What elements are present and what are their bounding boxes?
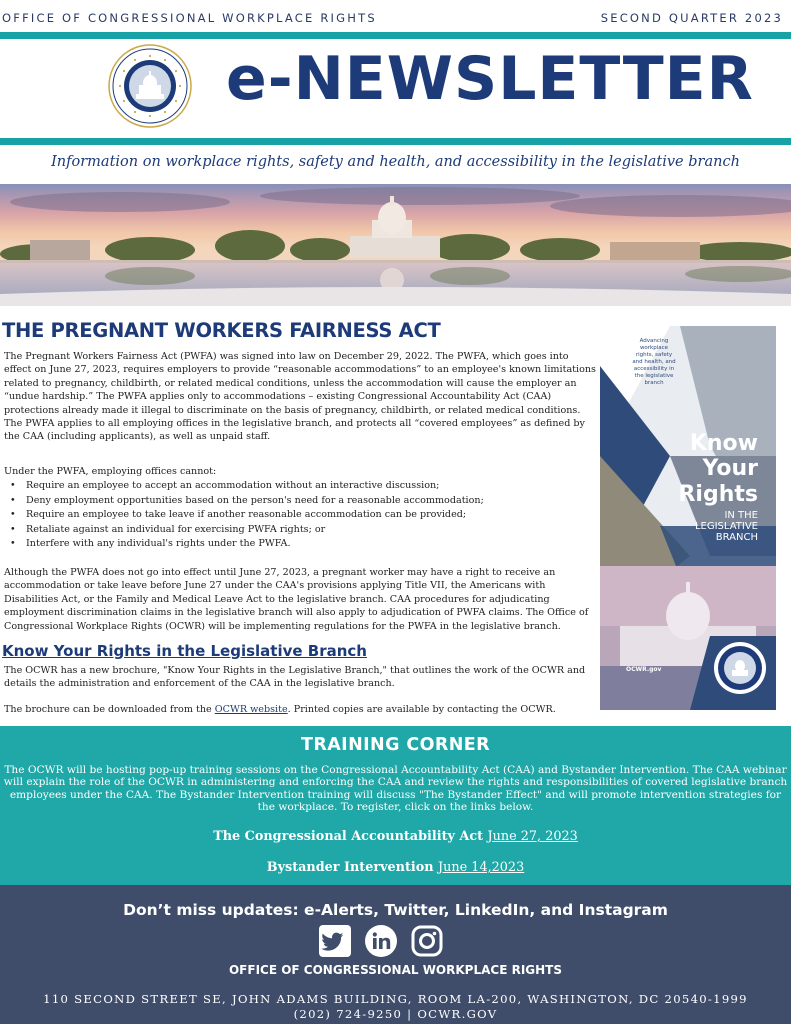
brochure-subtitle-line: IN THE [724, 510, 758, 521]
header-divider-top [0, 32, 791, 39]
brochure-title-line: Know [689, 431, 758, 456]
bystander-session-line [0, 860, 791, 875]
header-divider-bottom [0, 138, 791, 145]
instagram-icon[interactable] [410, 924, 444, 958]
training-title: TRAINING CORNER [301, 735, 490, 755]
brochure-blurb-line: rights, safety [635, 352, 673, 358]
bystander-session-label: Bystander Intervention [266, 860, 439, 875]
ocwr-website-link[interactable]: OCWR website [214, 704, 288, 715]
newsletter-tagline: Information on workplace rights, safety and health, and accessibility in the legislative branch [51, 154, 740, 170]
twitter-icon[interactable] [318, 924, 352, 958]
list-item: • Deny employment opportunities based on the person's need for a reasonable accommodation; [10, 494, 590, 509]
kyr-text-after-link: . Printed copies are available by contacting the OCWR. [287, 704, 556, 715]
article-paragraph-1: The Pregnant Workers Fairness Act (PWFA) was signed into law on December 29, 2022. The PWFA, which goes into effect on June 27, 2023, requires employers to provide “reasonable accommodations” to an employee's known limitations related to pregnancy, childbirth, or related medical conditions, unless the accommodation will cause the employer an “undue hardship.” The PWFA applies only to accommodations – existing Congressional Accountability Act (CAA) protections already made it illegal to discriminate on the basis of pregnancy, childbirth, or related medical conditions. The PWFA applies to all employing offices in the legislative branch, and protects all “covered employees” as defined by the CAA (including applicants), as well as unpaid staff. [4, 351, 596, 443]
footer-org-name: OFFICE OF CONGRESSIONAL WORKPLACE RIGHTS [228, 963, 563, 977]
footer-address: 110 SECOND STREET SE, JOHN ADAMS BUILDING, ROOM LA-200, WASHINGTON, DC 20540-1999 [43, 992, 748, 1006]
linkedin-icon[interactable] [364, 924, 398, 958]
brochure-title-line: Your [702, 456, 758, 481]
bystander-session-register-link[interactable]: June 14,2023 [438, 860, 525, 875]
newsletter-header [0, 0, 791, 32]
list-item: • Require an employee to take leave if another reasonable accommodation can be provided; [10, 508, 590, 523]
kyr-text-before-link: The brochure can be downloaded from the [4, 704, 215, 715]
pwfa-prohibitions-list [10, 479, 590, 552]
training-corner-section [0, 726, 791, 885]
social-updates-heading: Don’t miss updates: e-Alerts, Twitter, LinkedIn, and Instagram [123, 901, 668, 919]
list-item: • Retaliate against an individual for exercising PWFA rights; or [10, 523, 590, 538]
brochure-title-line: Rights [678, 482, 758, 507]
capitol-reflecting-pool-photo [0, 184, 791, 306]
brochure-blurb-line: workplace [639, 345, 669, 351]
article-bullets-intro: Under the PWFA, employing offices cannot: [4, 466, 217, 477]
header-org-name: OFFICE OF CONGRESSIONAL WORKPLACE RIGHTS [2, 11, 377, 25]
know-your-rights-brochure-cover[interactable] [600, 326, 776, 710]
social-icons [315, 924, 485, 958]
brochure-site: OCWR.gov [626, 666, 662, 673]
kyr-section-title[interactable]: Know Your Rights in the Legislative Branch [2, 642, 367, 660]
article-title: THE PREGNANT WORKERS FAIRNESS ACT [2, 319, 441, 342]
brochure-blurb-line: and health, and [632, 359, 676, 365]
caa-session-label: The Congressional Accountability Act [213, 829, 488, 844]
brochure-blurb-line: branch [644, 380, 664, 386]
caa-session-line [0, 829, 791, 844]
newsletter-footer [0, 885, 791, 1024]
list-item: • Interfere with any individual's rights under the PWFA. [10, 537, 590, 552]
kyr-paragraph-1: The OCWR has a new brochure, "Know Your Rights in the Legislative Branch," that outlines the work of the OCWR and details the administration and enforcement of the CAA in the legislative branch. [4, 665, 586, 690]
training-description: The OCWR will be hosting pop-up training sessions on the Congressional Accountability Act (CAA) and Bystander Intervention. The CAA webinar will explain the role of the OCWR in administering and enforcing the CAA and review the rights and responsibilities of covered legislative branch employees under the CAA. The Bystander Intervention training will discuss "The Bystander Effect" and will promote intervention strategies for the workplace. To register, click on the links below. [3, 764, 788, 814]
footer-address-block [0, 992, 791, 1022]
brochure-blurb-line: accessibility in [633, 366, 675, 372]
brochure-subtitle-line: LEGISLATIVE [694, 521, 758, 532]
header-quarter: SECOND QUARTER 2023 [600, 11, 783, 25]
brochure-subtitle-line: BRANCH [715, 532, 758, 543]
list-item: • Require an employee to accept an accommodation without an interactive discussion; [10, 479, 590, 494]
newsletter-title: e-NEWSLETTER [226, 44, 754, 114]
article-paragraph-3: Although the PWFA does not go into effect until June 27, 2023, a pregnant worker may have a right to receive an accommodation or take leave before June 27 under the CAA's provisions applying Title VII, the Americans with Disabilities Act, or the Family and Medical Leave Act to the legislative branch. CAA procedures for adjudicating employment discrimination claims in the legislative branch will also apply to adjudication of PWFA claims. The Office of Congressional Workplace Rights (OCWR) will be implementing regulations for the PWFA in the legislative branch. [4, 567, 589, 632]
brochure-blurb-line: the legislative [634, 373, 674, 379]
caa-session-register-link[interactable]: June 27, 2023 [487, 829, 578, 844]
kyr-paragraph-2 [4, 703, 596, 716]
ocwr-seal-logo [108, 44, 192, 128]
footer-contact[interactable]: (202) 724-9250 | OCWR.GOV [293, 1007, 498, 1021]
brochure-blurb-line: Advancing [639, 338, 669, 344]
